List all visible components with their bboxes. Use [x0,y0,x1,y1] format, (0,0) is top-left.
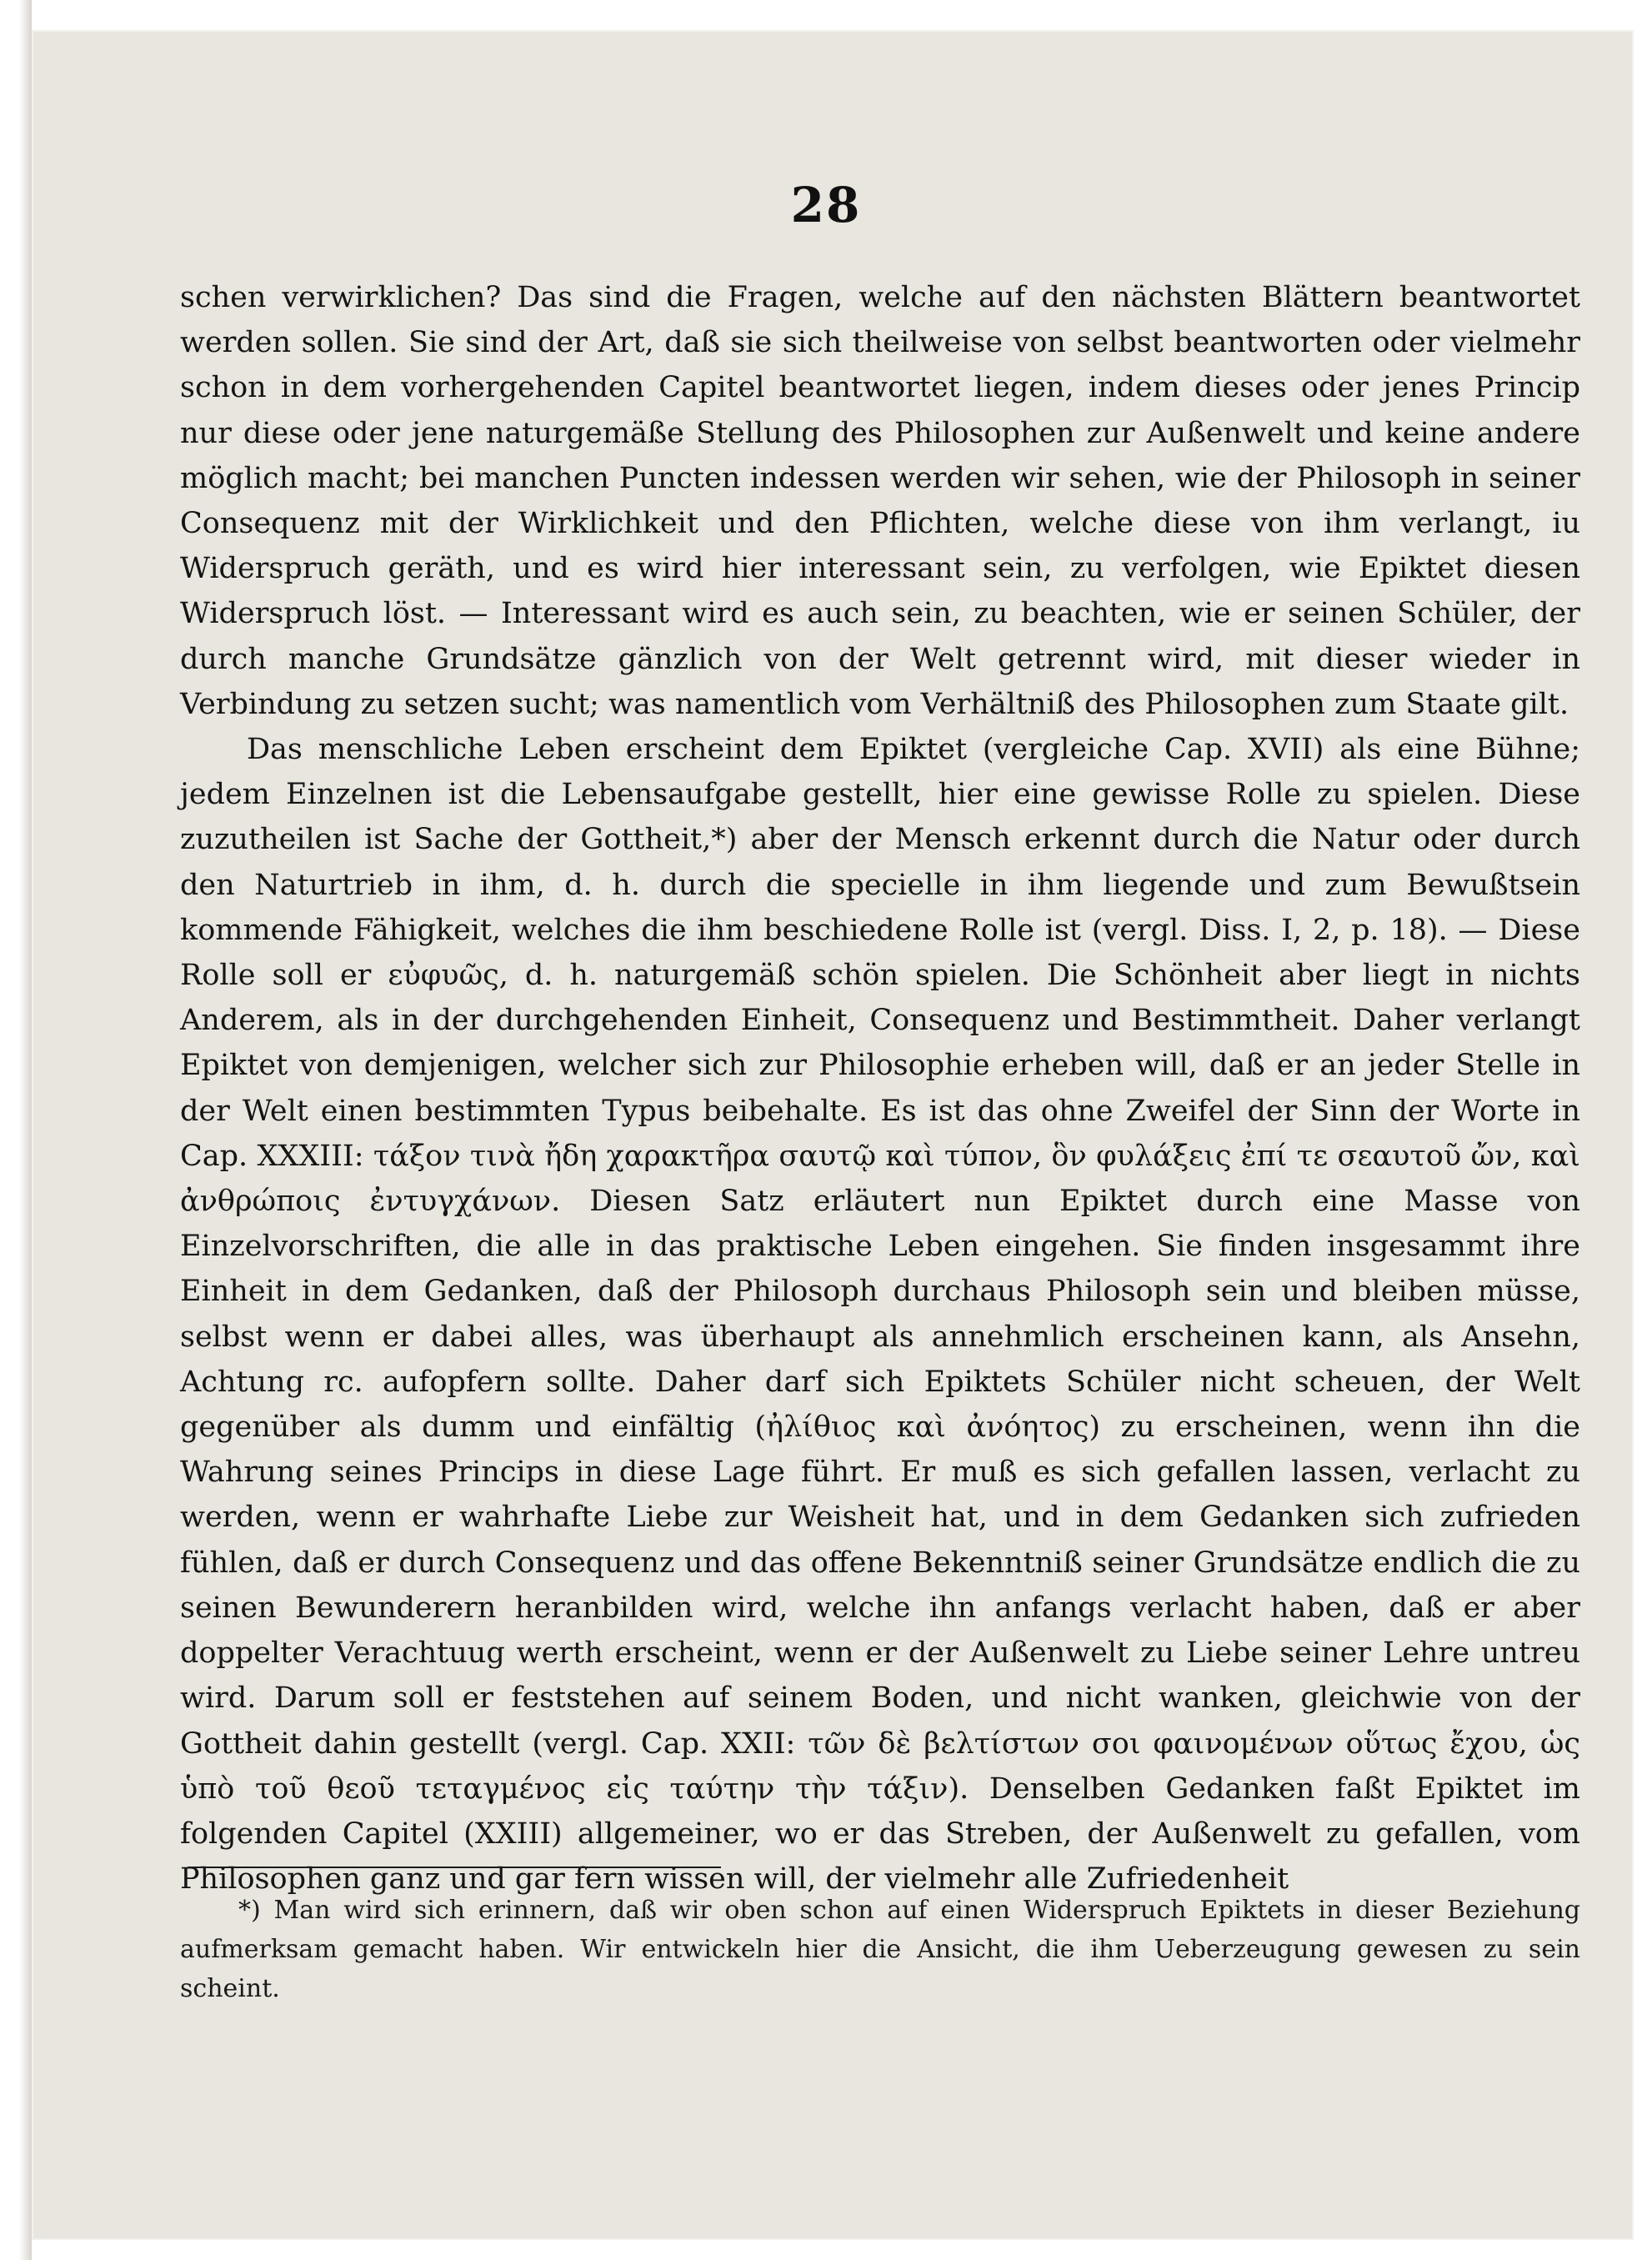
scan-left-margin [0,0,32,2260]
paragraph-2: Das menschliche Leben erscheint dem Epiktet (vergleiche Cap. XVII) als eine Bühne; jedem Einzelnen ist die Lebensaufgabe gestellt, hier eine gewisse Rolle zu spielen. Diese zuzutheilen ist Sache der Gottheit,*) aber der Mensch erkennt durch die Natur oder durch den Naturtrieb in ihm, d. h. durch die specielle in ihm liegende und zum Bewußtsein kommende Fähigkeit, welches die ihm beschiedene Rolle ist (vergl. Diss. I, 2, p. 18). — Diese Rolle soll er εὐφυῶς, d. h. naturgemäß schön spielen. Die Schönheit aber liegt in nichts Anderem, als in der durchgehenden Einheit, Consequenz und Bestimmtheit. Daher verlangt Epiktet von demjenigen, welcher sich zur Philosophie erheben will, daß er an jeder Stelle in der Welt einen bestimmten Typus beibehalte. Es ist das ohne Zweifel der Sinn der Worte in Cap. XXXIII: τάξον τινὰ ἤδη χαρακτῆρα σαυτῷ καὶ τύπον, ὃν φυλάξεις ἐπί τε σεαυτοῦ ὤν, καὶ ἀνθρώποις ἐντυγχάνων. Diesen Satz erläutert nun Epiktet durch eine Masse von Einzelvorschriften, die alle in das praktische Leben eingehen. Sie finden insgesammt ihre Einheit in dem Gedanken, daß der Philosoph durchaus Philosoph sein und bleiben müsse, selbst wenn er dabei alles, was überhaupt als annehmlich erscheinen kann, als Ansehn, Achtung rc. aufopfern sollte. Daher darf sich Epiktets Schüler nicht scheuen, der Welt gegenüber als dumm und einfältig (ἠλίθιος καὶ ἀνόητος) zu erscheinen, wenn ihn die Wahrung seines Princips in diese Lage führt. Er muß es sich gefallen lassen, verlacht zu werden, wenn er wahrhafte Liebe zur Weisheit hat, und in dem Gedanken sich zufrieden fühlen, daß er durch Consequenz und das offene Bekenntniß seiner Grundsätze endlich die zu seinen Bewunderern heranbilden wird, welche ihn anfangs verlacht haben, daß er aber doppelter Verachtuug werth erscheint, wenn er der Außenwelt zu Liebe seiner Lehre untreu wird. Darum soll er feststehen auf seinem Boden, und nicht wanken, gleichwie von der Gottheit dahin gestellt (vergl. Cap. XXII: τῶν δὲ βελτίστων σοι φαινομένων οὕτως ἔχου, ὡς ὑπὸ τοῦ θεοῦ τεταγμένος εἰς ταύτην τὴν τάξιν). Denselben Gedanken faßt Epiktet im folgenden Capitel (XXIII) allgemeiner, wo er das Streben, der Außenwelt zu gefallen, vom Philosophen ganz und gar fern wissen will, der vielmehr alle Zufriedenheit [180,733,1580,1897]
body-text [180,275,1580,1902]
footnote: *) Man wird sich erinnern, daß wir oben schon auf einen Widerspruch Epiktets in dieser Beziehung aufmerksam gemacht haben. Wir entwickeln hier die Ansicht, die ihm Ueberzeugung gewesen zu sein scheint. [180,1896,1580,2003]
paragraph-1: schen verwirklichen? Das sind die Fragen, welche auf den nächsten Blättern beantwortet werden sollen. Sie sind der Art, daß sie sich theilweise von selbst beantworten oder vielmehr schon in dem vorhergehenden Capitel beantwortet liegen, indem dieses oder jenes Princip nur diese oder jene naturgemäße Stellung des Philosophen zur Außenwelt und keine andere möglich macht; bei manchen Puncten indessen werden wir sehen, wie der Philosoph in seiner Consequenz mit der Wirklichkeit und den Pflichten, welche diese von ihm verlangt, iu Widerspruch geräth, und es wird hier interessant sein, zu verfolgen, wie Epiktet diesen Widerspruch löst. — Interessant wird es auch sein, zu beachten, wie er seinen Schüler, der durch manche Grundsätze gänzlich von der Welt getrennt wird, mit dieser wieder in Verbindung zu setzen sucht; was namentlich vom Verhältniß des Philosophen zum Staate gilt. [180,281,1580,721]
page-number: 28 [790,177,862,233]
footnote-divider [188,1867,721,1868]
